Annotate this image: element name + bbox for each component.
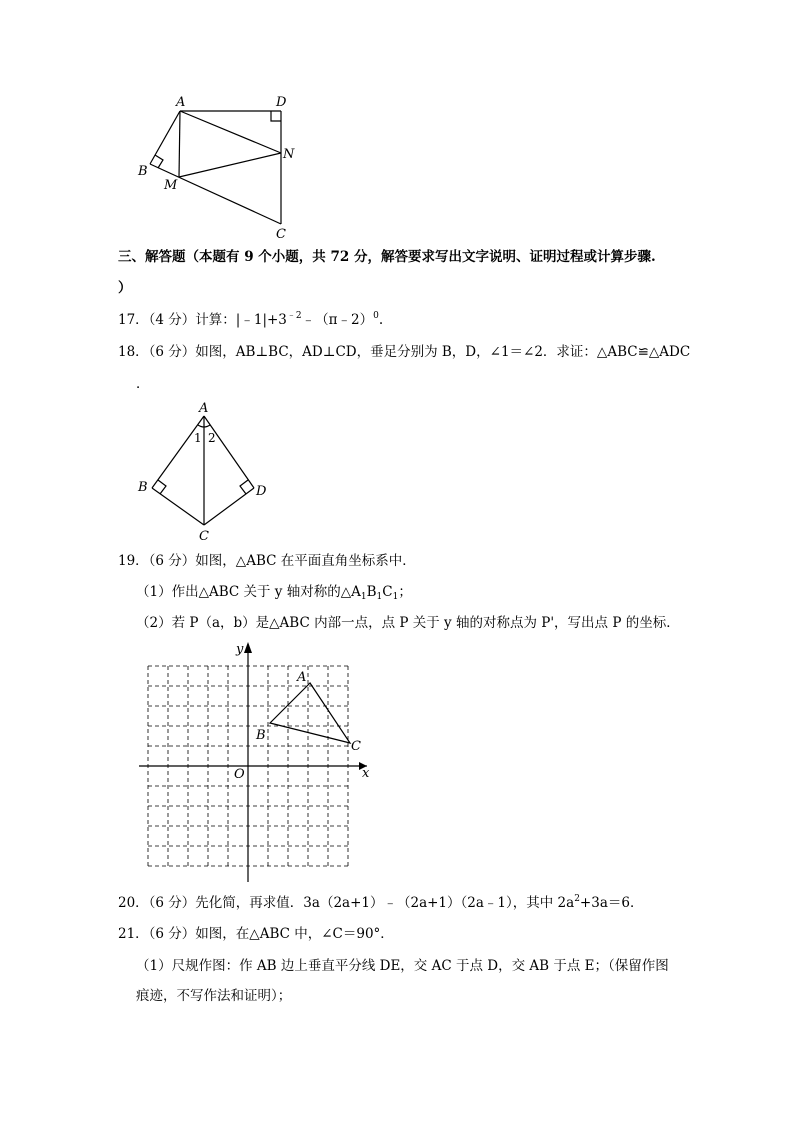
label-N: N (283, 147, 295, 162)
figure-quadrilateral (130, 90, 310, 240)
kite-label-C: C (199, 529, 209, 544)
question-21-part1: （1）尺规作图：作 AB 边上垂直平分线 DE，交 AC 于点 D，交 AB 于点 E；（保留作图 (136, 958, 669, 974)
question-19: 19．（6 分）如图，△ABC 在平面直角坐标系中． (118, 553, 416, 569)
grid-label-A: A (297, 670, 307, 685)
label-C: C (276, 227, 286, 240)
label-M: M (164, 178, 178, 193)
section-heading: 三、解答题（本题有 9 个小题，共 72 分，解答要求写出文字说明、证明过程或计算步骤. (118, 249, 656, 265)
origin-label-O: O (234, 767, 245, 782)
question-18: 18．（6 分）如图，AB⊥BC，AD⊥CD，垂足分别为 B，D，∠1＝∠2．求证：△ABC≌△ADC (118, 344, 691, 360)
question-21: 21．（6 分）如图，在△ABC 中，∠C＝90°． (118, 926, 394, 942)
grid-label-C: C (351, 739, 361, 754)
kite-label-D: D (256, 484, 267, 499)
question-19-part2: （2）若 P（a，b）是△ABC 内部一点，点 P 关于 y 轴的对称点为 P'，写出点 P 的坐标． (136, 615, 680, 631)
label-D: D (276, 95, 287, 110)
kite-label-A: A (199, 401, 209, 416)
figure-kite (130, 396, 280, 544)
label-A: A (176, 95, 186, 110)
question-18-cont: ． (136, 376, 150, 392)
kite-label-B: B (138, 480, 148, 495)
grid-label-B: B (256, 728, 266, 743)
label-B: B (138, 164, 148, 179)
kite-angle-1: 1 (194, 431, 202, 445)
question-20: 20．（6 分）先化简，再求值．3a（2a+1）﹣（2a+1）（2a﹣1），其中 $2a^2+3a=6$． (118, 894, 644, 911)
kite-angle-2: 2 (208, 431, 216, 445)
question-21-part1-cont: 痕迹，不写作法和证明）； (136, 988, 292, 1004)
axis-label-x: x (362, 766, 370, 781)
coordinate-grid-figure (135, 636, 380, 886)
question-19-part1: （1）作出△ABC 关于 y 轴对称的$\triangle A_1B_1C_1$； (136, 584, 412, 602)
question-17: 17．（4 分）计算：$|﹣1|+3^{﹣2}﹣(\pi﹣2)^0$. (118, 311, 384, 328)
section-heading-cont: ） (118, 280, 132, 296)
axis-label-y: y (236, 642, 244, 657)
